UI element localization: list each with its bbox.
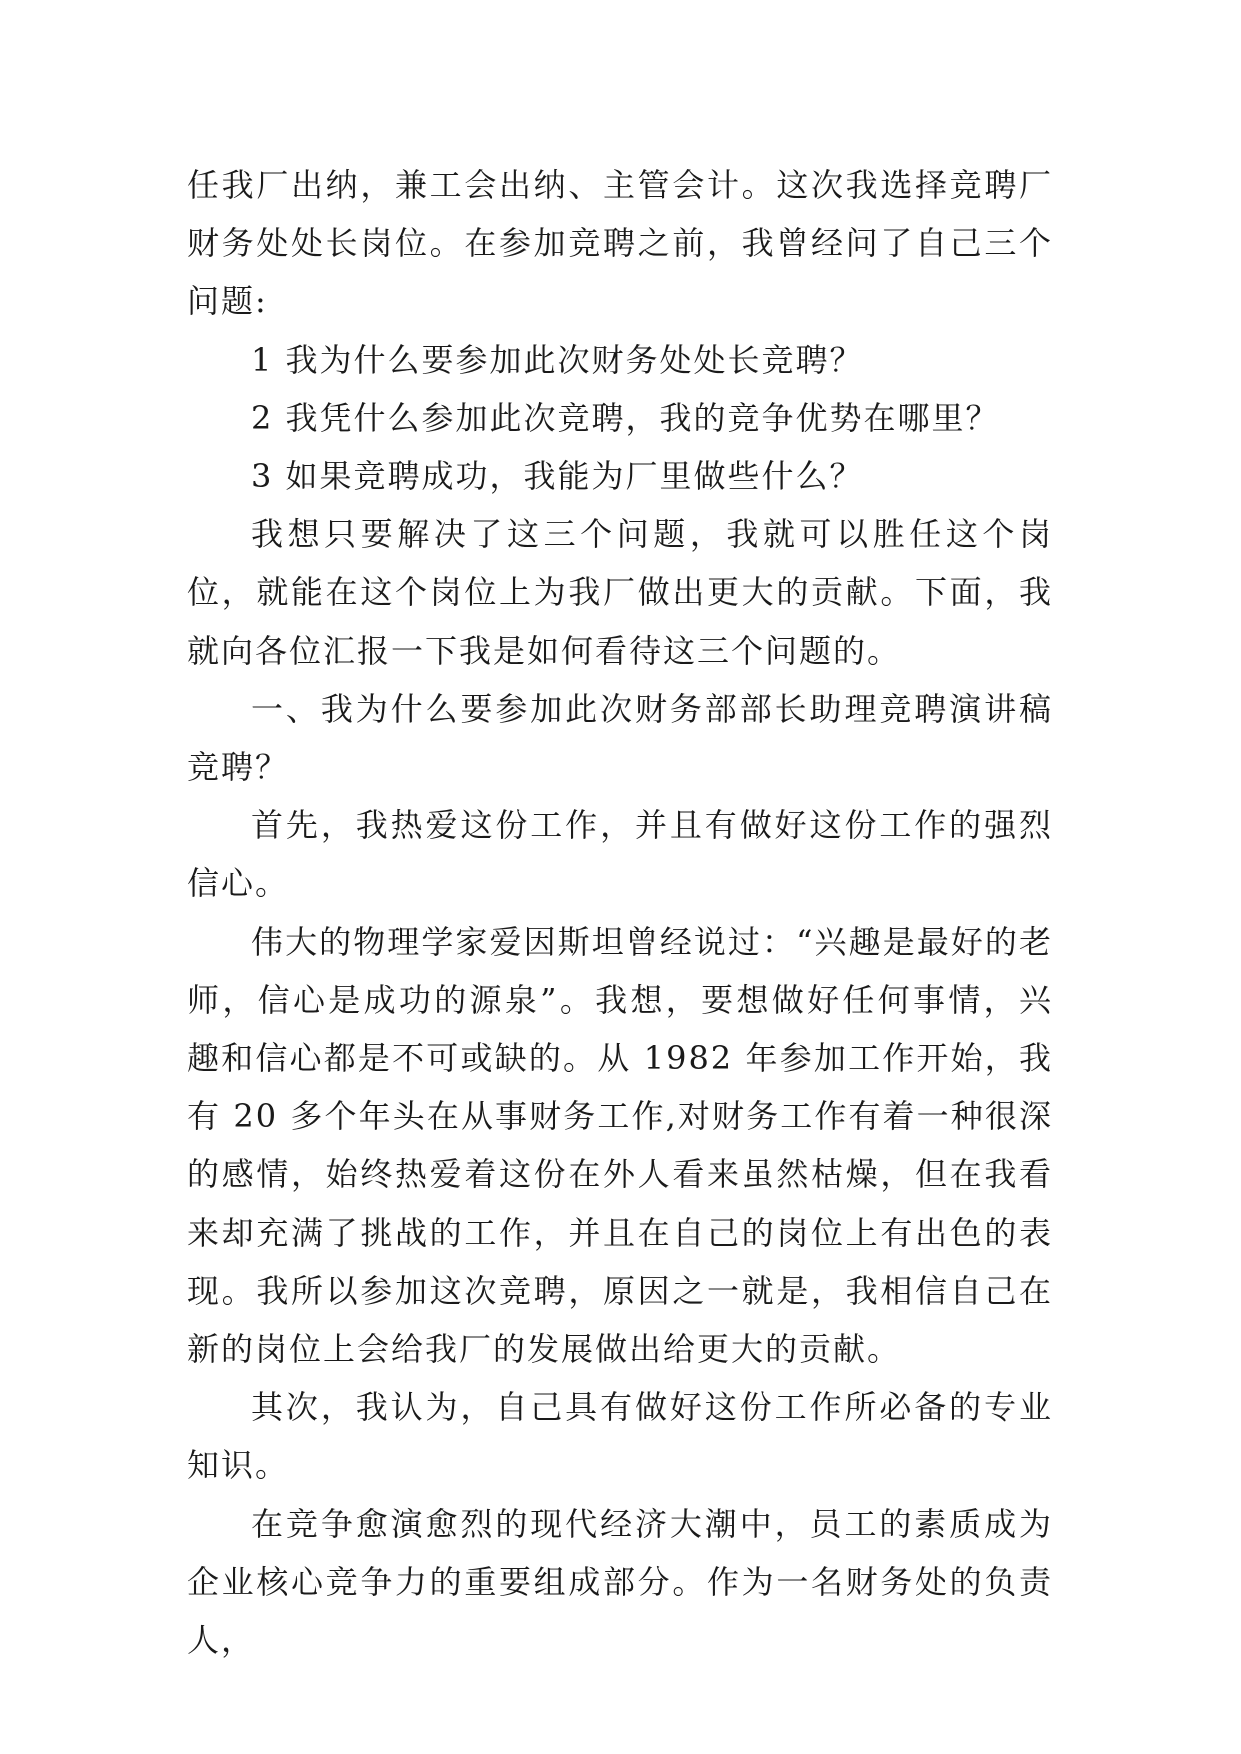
document-body — [187, 156, 1053, 1669]
paragraph-9: 其次，我认为，自己具有做好这份工作所必备的专业知识。 — [187, 1388, 1053, 1485]
paragraph-10: 在竞争愈演愈烈的现代经济大潮中，员工的素质成为企业核心竞争力的重要组成部分。作为一名财务处的负责人， — [187, 1504, 1053, 1660]
paragraph-question-3: 3 如果竞聘成功，我能为厂里做些什么？ — [251, 457, 864, 496]
section-heading-1: 一、我为什么要参加此次财务部部长助理竞聘演讲稿竞聘？ — [187, 689, 1053, 787]
paragraph-question-1: 1 我为什么要参加此次财务处处长竞聘？ — [251, 340, 864, 379]
paragraph-1: 任我厂出纳，兼工会出纳、主管会计。这次我选择竞聘厂财务处处长岗位。在参加竞聘之前，我曾经问了自己三个问题: — [187, 166, 1053, 321]
paragraph-7: 首先，我热爱这份工作，并且有做好这份工作的强烈信心。 — [187, 806, 1053, 903]
paragraph-question-2: 2 我凭什么参加此次竞聘，我的竞争优势在哪里？ — [251, 398, 1000, 437]
paragraph-8: 伟大的物理学家爱因斯坦曾经说过：“兴趣是最好的老师，信心是成功的源泉”。我想，要想做好任何事情，兴趣和信心都是不可或缺的。从 1982 年参加工作开始，我有 20 多个年头在从事财务工作,对财务工作有着一种很深的感情，始终热爱着这份在外人看来虽然枯燥，但在我看来却充满了挑战的工作，并且在自己的岗位上有出色的表现。我所以参加这次竞聘，原因之一就是，我相信自己在新的岗位上会给我厂的发展做出给更大的贡献。 — [187, 922, 1053, 1369]
paragraph-5: 我想只要解决了这三个问题，我就可以胜任这个岗位，就能在这个岗位上为我厂做出更大的贡献。下面，我就向各位汇报一下我是如何看待这三个问题的。 — [187, 515, 1053, 670]
